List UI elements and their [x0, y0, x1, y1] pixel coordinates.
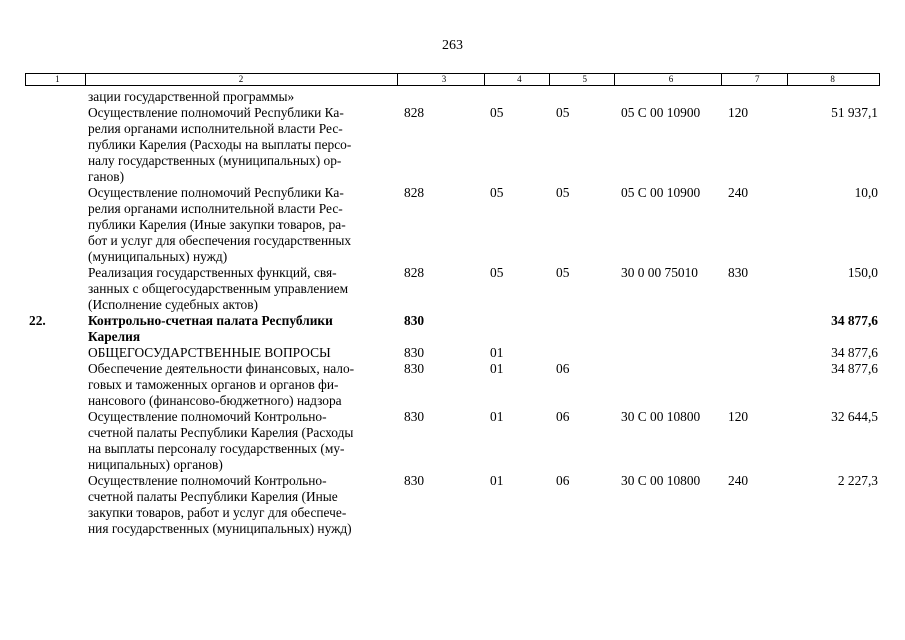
row-code-subsection [550, 313, 615, 345]
row-code-ministry: 830 [404, 361, 425, 376]
row-code-subsection: 05 [556, 185, 570, 200]
table-row [25, 409, 880, 473]
row-code-target: 05 С 00 10900 [621, 105, 701, 120]
header-col-1: 1 [26, 74, 86, 85]
row-number [25, 105, 85, 185]
row-code-expense-type: 240 [728, 473, 749, 488]
row-code-ministry: 830 [404, 345, 425, 360]
row-code-expense-type: 120 [728, 409, 749, 424]
table-header [25, 73, 880, 86]
row-name: зации государственной программы» [88, 89, 295, 104]
row-name: Осуществление полномочий Контрольно- счетной палаты Республики Карелия (Иные закупки товаров, работ и услуг для обеспече- ния государственных (муниципальных) нужд) [88, 473, 352, 536]
row-number [25, 409, 85, 473]
row-code-target: 05 С 00 10900 [621, 185, 701, 200]
header-col-4: 4 [485, 74, 550, 85]
row-amount: 51 937,1 [831, 105, 878, 120]
row-name: ОБЩЕГОСУДАРСТВЕННЫЕ ВОПРОСЫ [88, 345, 331, 360]
row-number: 22. [29, 313, 46, 328]
row-amount: 10,0 [854, 185, 878, 200]
row-amount: 150,0 [847, 265, 878, 280]
row-code-section: 05 [490, 105, 504, 120]
row-code-section: 01 [490, 361, 504, 376]
header-col-7: 7 [722, 74, 788, 85]
row-code-expense-type: 830 [728, 265, 749, 280]
row-code-target [615, 345, 723, 361]
row-code-expense-type: 120 [728, 105, 749, 120]
table-body [25, 89, 880, 537]
row-name: Осуществление полномочий Республики Ка- релия органами исполнительной власти Рес- публики Карелия (Расходы на выплаты персо- налу государственных (муниципальных) ор- ганов) [88, 105, 352, 184]
table-row [25, 89, 880, 105]
table-row [25, 105, 880, 185]
header-col-6: 6 [615, 74, 723, 85]
row-code-expense-type: 240 [728, 185, 749, 200]
row-number [25, 89, 85, 105]
table-row [25, 473, 880, 537]
table-row [25, 345, 880, 361]
row-code-expense-type [723, 89, 789, 105]
row-code-section: 05 [490, 265, 504, 280]
row-code-section: 05 [490, 185, 504, 200]
row-name: Осуществление полномочий Контрольно- счетной палаты Республики Карелия (Расходы на выплаты персоналу государственных (му- ниципальных) органов) [88, 409, 354, 472]
row-code-section: 01 [490, 473, 504, 488]
row-code-target: 30 С 00 10800 [621, 473, 701, 488]
header-col-2: 2 [86, 74, 398, 85]
row-amount [789, 89, 880, 105]
row-code-section: 01 [490, 345, 504, 360]
row-code-expense-type [723, 345, 789, 361]
row-number [25, 185, 85, 265]
row-code-ministry: 830 [404, 473, 425, 488]
row-code-subsection [550, 89, 615, 105]
row-code-subsection: 06 [556, 473, 570, 488]
header-col-3: 3 [398, 74, 485, 85]
row-code-subsection: 06 [556, 409, 570, 424]
table-row [25, 313, 880, 345]
table-row [25, 185, 880, 265]
row-code-ministry: 828 [404, 105, 425, 120]
row-code-expense-type [723, 361, 789, 409]
row-code-target [615, 89, 723, 105]
row-code-ministry: 830 [404, 313, 425, 328]
row-amount: 32 644,5 [831, 409, 878, 424]
row-amount: 34 877,6 [831, 345, 878, 360]
row-code-ministry: 828 [404, 185, 425, 200]
row-code-target [615, 361, 723, 409]
row-name: Реализация государственных функций, свя- занных с общегосударственным управлением (Исполнение судебных актов) [88, 265, 349, 312]
row-code-expense-type [723, 313, 789, 345]
row-code-ministry: 830 [404, 409, 425, 424]
row-code-section: 01 [490, 409, 504, 424]
row-amount: 2 227,3 [837, 473, 878, 488]
row-code-ministry: 828 [404, 265, 425, 280]
row-number [25, 265, 85, 313]
row-name: Контрольно-счетная палата Республики Карелия [88, 313, 333, 344]
row-name: Обеспечение деятельности финансовых, нало- говых и таможенных органов и органов фи- нансового (финансово-бюджетного) надзора [88, 361, 355, 408]
row-code-ministry [398, 89, 485, 105]
page-number: 263 [442, 38, 463, 53]
row-code-target [615, 313, 723, 345]
row-code-subsection: 05 [556, 105, 570, 120]
row-code-subsection: 06 [556, 361, 570, 376]
row-number [25, 473, 85, 537]
row-number [25, 345, 85, 361]
table-row [25, 265, 880, 313]
row-code-subsection [550, 345, 615, 361]
row-code-section [485, 313, 550, 345]
row-code-section [485, 89, 550, 105]
row-number [25, 361, 85, 409]
row-code-subsection: 05 [556, 265, 570, 280]
row-code-target: 30 0 00 75010 [621, 265, 698, 280]
header-col-8: 8 [830, 74, 835, 84]
table-row [25, 361, 880, 409]
row-amount: 34 877,6 [831, 313, 878, 328]
header-col-5: 5 [550, 74, 615, 85]
row-code-target: 30 С 00 10800 [621, 409, 701, 424]
row-amount: 34 877,6 [831, 361, 878, 376]
row-name: Осуществление полномочий Республики Ка- релия органами исполнительной власти Рес- публики Карелия (Иные закупки товаров, ра- бот и услуг для обеспечения государственных (муниципальных) нужд) [88, 185, 352, 264]
